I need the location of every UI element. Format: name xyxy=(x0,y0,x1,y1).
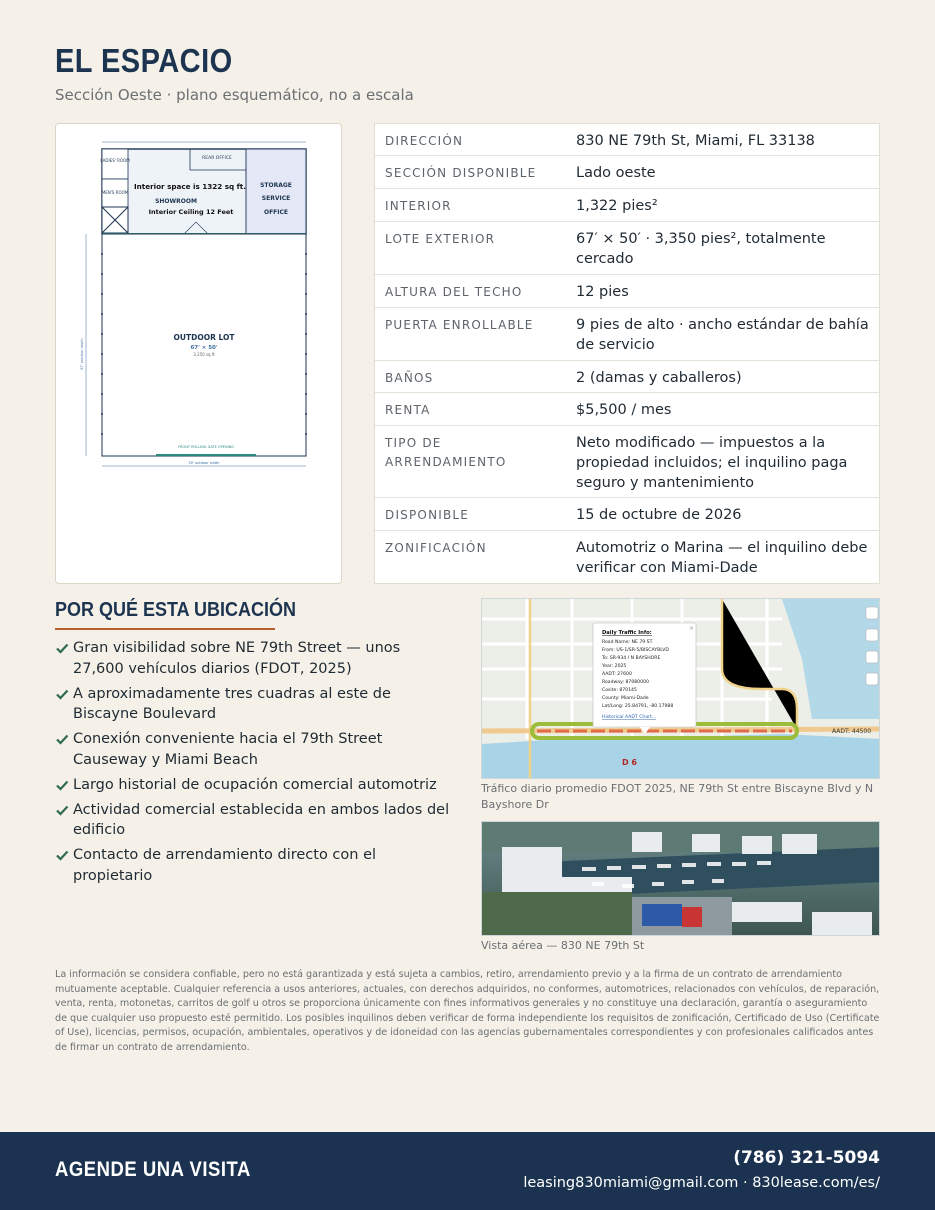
district-label: D 6 xyxy=(622,758,637,767)
list-item-text: Contacto de arrendamiento directo con el propietario xyxy=(73,847,377,884)
check-icon xyxy=(55,848,69,862)
outdoor-lot-label: OUTDOOR LOT xyxy=(173,333,235,342)
popup-line: From: US-1/SR-5/BISCAYBLVD xyxy=(602,648,669,653)
check-icon xyxy=(55,803,69,817)
detail-value: 830 NE 79th St, Miami, FL 33138 xyxy=(576,133,815,149)
detail-row xyxy=(375,124,879,156)
detail-value: Lado oeste xyxy=(576,165,656,181)
detail-row xyxy=(375,308,879,361)
popup-line: AADT: 27600 xyxy=(602,672,632,677)
popup-line: County: Miami-Dade xyxy=(602,696,649,701)
aerial-caption: Vista aérea — 830 NE 79th St xyxy=(481,939,645,952)
map-icon[interactable] xyxy=(866,673,878,685)
detail-key: ALTURA DEL TECHO xyxy=(385,285,523,299)
detail-row xyxy=(375,531,879,584)
list-item-text: Gran visibilidad sobre NE 79th Street — unos 27,600 vehículos diarios (FDOT, 2025) xyxy=(73,640,401,677)
help-icon[interactable] xyxy=(866,629,878,641)
detail-row xyxy=(375,361,879,393)
phone-number[interactable]: (786) 321-5094 xyxy=(733,1148,880,1168)
property-details-table xyxy=(374,123,880,584)
detail-key: BAÑOS xyxy=(385,371,434,385)
width-dimension: 50' outdoor width xyxy=(188,461,220,465)
ladies-room-label: LADIES' ROOM xyxy=(100,158,130,163)
detail-key: DIRECCIÓN xyxy=(385,134,464,148)
popup-line: To: SR-934 / N BAYSHORE xyxy=(602,656,661,661)
check-icon xyxy=(55,778,69,792)
list-item xyxy=(55,845,455,886)
why-location-list xyxy=(55,638,455,891)
popup-line: Roadway: 87080000 xyxy=(602,680,649,685)
interior-space-label: Interior space is 1322 sq ft. xyxy=(134,182,246,191)
detail-value: 15 de octubre de 2026 xyxy=(576,507,742,523)
popup-line: Year: 2025 xyxy=(602,664,627,669)
outdoor-area-label: 3,350 sq ft xyxy=(193,352,215,357)
outdoor-dims-label: 67' × 50' xyxy=(190,345,218,351)
depth-dimension: 67' outdoor depth xyxy=(80,338,84,370)
detail-value: 67′ × 50′ · 3,350 pies², totalmente cercado xyxy=(576,231,826,267)
detail-row xyxy=(375,275,879,308)
ceiling-label: Interior Ceiling 12 Feet xyxy=(148,208,234,216)
showroom-label: SHOWROOM xyxy=(155,198,197,205)
layers-icon[interactable] xyxy=(866,607,878,619)
detail-value: 1,322 pies² xyxy=(576,198,658,214)
list-item-text: Actividad comercial establecida en ambos lados del edificio xyxy=(73,801,450,838)
close-icon[interactable]: × xyxy=(689,625,695,632)
detail-key: SECCIÓN DISPONIBLE xyxy=(385,166,537,180)
check-icon xyxy=(55,732,69,746)
rear-office-label: REAR OFFICE xyxy=(202,156,232,161)
document-icon[interactable] xyxy=(866,651,878,663)
traffic-map[interactable] xyxy=(481,598,880,779)
detail-value: $5,500 / mes xyxy=(576,402,672,418)
list-item-text: A aproximadamente tres cuadras al este de Biscayne Boulevard xyxy=(73,685,391,722)
historical-chart-link[interactable]: Historical AADT Chart... xyxy=(602,715,657,720)
detail-row xyxy=(375,393,879,426)
detail-value: 12 pies xyxy=(576,284,629,300)
detail-key: LOTE EXTERIOR xyxy=(385,232,496,246)
popup-line: Lat/Long: 25.84791, -80.17988 xyxy=(602,704,674,709)
contact-line xyxy=(523,1175,880,1191)
storage-label: STORAGE xyxy=(260,182,292,189)
detail-key: ZONIFICACIÓN xyxy=(385,541,487,555)
detail-row xyxy=(375,498,879,531)
list-item xyxy=(55,684,455,725)
disclaimer-text: La información se considera confiable, pero no está garantizada y está sujeta a cambios, retiro, arrendamiento previo y a la firma de un contrato de arrendamiento mutuamente aceptable. Cualquier referencia a usos anteriores, actuales, con derechos adquiridos, no conformes, automotrices, relacionados con vehículos, de reparación, venta, renta, motonetas, carritos de golf u otros se proporciona únicamente con fines informativos generales y no constituye una declaración, garantía o aseguramiento de que cualquier uso propuesto esté permitido. Los posibles inquilinos deben verificar de forma independiente los requisitos de zonificación, Certificado de Uso (Certificate of Use), licencias, permisos, ocupación, ambientales, operativos y de idoneidad con las agencias gubernamentales correspondientes y con profesionales calificados antes de firmar un contrato de arrendamiento. xyxy=(55,969,880,1053)
map-caption: Tráfico diario promedio FDOT 2025, NE 79th St entre Biscayne Blvd y N Bayshore Dr xyxy=(481,782,874,811)
floor-plan-drawing xyxy=(56,124,343,585)
detail-value: 9 pies de alto · ancho estándar de bahía de servicio xyxy=(576,317,869,353)
popup-title: Daily Traffic Info: xyxy=(602,630,652,636)
detail-row xyxy=(375,189,879,222)
front-gate-label: FRONT ROLLING GATE OPENING xyxy=(178,445,234,449)
list-item-text: Conexión conveniente hacia el 79th Street Causeway y Miami Beach xyxy=(73,731,383,768)
detail-key: TIPO DE ARRENDAMIENTO xyxy=(385,436,507,469)
detail-key: PUERTA ENROLLABLE xyxy=(385,318,534,332)
list-item xyxy=(55,775,455,796)
detail-key: INTERIOR xyxy=(385,199,452,213)
check-icon xyxy=(55,687,69,701)
check-icon xyxy=(55,641,69,655)
heading-underline xyxy=(55,628,275,630)
list-item xyxy=(55,729,455,770)
service-label: SERVICE xyxy=(261,195,291,202)
detail-key: RENTA xyxy=(385,403,431,417)
aadt-right-label: AADT: 44500 xyxy=(832,728,872,735)
detail-value: Automotriz o Marina — el inquilino debe verificar con Miami-Dade xyxy=(576,540,868,576)
website-link[interactable]: 830lease.com/es/ xyxy=(752,1175,880,1191)
list-item xyxy=(55,800,455,841)
detail-value: 2 (damas y caballeros) xyxy=(576,370,742,386)
popup-line: Road Name: NE 79 ST xyxy=(602,640,653,645)
detail-value: Neto modificado — impuestos a la propiedad incluidos; el inquilino paga seguro y mantenimiento xyxy=(576,435,848,491)
page-title: EL ESPACIO xyxy=(55,42,233,79)
detail-row xyxy=(375,222,879,275)
popup-line: Cosite: 870145 xyxy=(602,688,637,693)
page-subtitle: Sección Oeste · plano esquemático, no a escala xyxy=(55,86,414,104)
detail-key: DISPONIBLE xyxy=(385,508,470,522)
floor-plan-card xyxy=(55,123,342,584)
schedule-visit-cta: AGENDE UNA VISITA xyxy=(55,1158,251,1181)
detail-row xyxy=(375,426,879,498)
mens-room-label: MEN'S ROOM xyxy=(101,190,129,195)
aerial-photo xyxy=(481,821,880,936)
detail-row xyxy=(375,156,879,189)
list-item xyxy=(55,638,455,679)
email-link[interactable]: leasing830miami@gmail.com xyxy=(523,1175,739,1191)
traffic-map-drawing xyxy=(482,599,880,779)
why-location-heading: POR QUÉ ESTA UBICACIÓN xyxy=(55,599,297,621)
list-item-text: Largo historial de ocupación comercial automotriz xyxy=(73,776,437,793)
contact-separator: · xyxy=(738,1175,753,1191)
office-label: OFFICE xyxy=(263,209,289,216)
